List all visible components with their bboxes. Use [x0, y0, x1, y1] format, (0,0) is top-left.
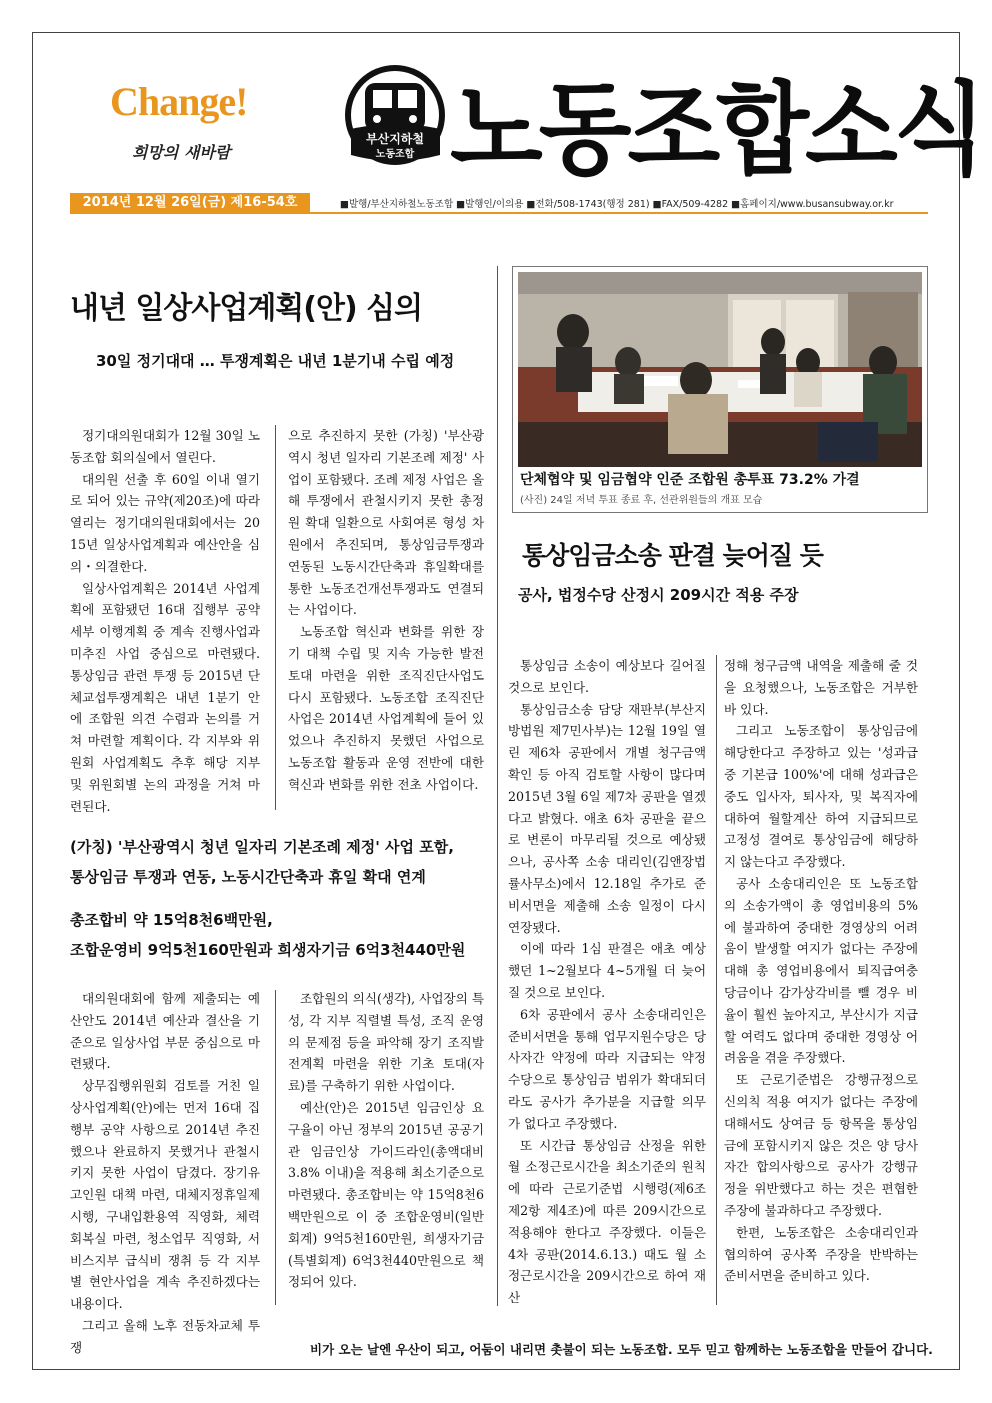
paragraph: 대의원 선출 후 60일 이내 열기로 되어 있는 규약(제20조)에 따라 열리는 정기대의원대회에서는 2015년 일상사업계획과 예산안을 심의・의결한다.: [70, 471, 260, 574]
logo-text-2: 노동조합: [375, 149, 415, 160]
article1-title: 내년 일상사업계획(안) 심의: [70, 291, 423, 326]
footer-slogan: 비가 오는 날엔 우산이 되고, 어둠이 내리면 촛불이 되는 노동조합. 모두 믿고 함께하는 노동조합을 만들어 갑니다.: [310, 1342, 933, 1357]
section-divider: [497, 266, 498, 1306]
subhead-a-line-2: 통상임금 투쟁과 연동, 노동시간단축과 휴일 확대 연계: [70, 868, 426, 886]
slogan-a: 희망의: [132, 143, 179, 162]
paragraph: 노동조합 혁신과 변화를 위한 장기 대책 수립 및 지속 가능한 발전 토대 마련을 위한 조직진단사업도 다시 포함됐다. 노동조합 조직진단사업은 2014년 사업계획에 들어 있었으나 추진하지 못했던 사업으로 노동조합 활동과 운영 전반에 대한 혁신과 변화를 위한 전초 사업이다.: [288, 624, 484, 792]
voting-count-photo: [518, 272, 922, 467]
paragraph: 공사 소송대리인은 또 노동조합의 소송가액이 총 영업비용의 5%에 불과하여 중대한 경영상의 어려움이 발생할 여지가 없다는 주장에 대해 총 영업비용에서 퇴직급여충당금이나 감가상각비를 뺄 경우 비율이 훨씬 높아지고, 부산시가 지급할 여력도 없다며 중대한 경영상 어려움을 겪을 주장했다.: [724, 875, 918, 1066]
paragraph: 으로 추진하지 못한 (가칭) '부산광역시 청년 일자리 기본조례 제정' 사업이 포함됐다. 조례 제정 사업은 올해 투쟁에서 관철시키지 못한 총정원 확대 일환으로 사회여론 형성 차원에서 추진되며, 통상임금투쟁과 연동된 노동시간단축과 휴일확대를 통한 노동조건개선투쟁과도 연결되는 사업이다.: [288, 428, 484, 618]
paragraph: 조합원의 의식(생각), 사업장의 특성, 각 지부 직렬별 특성, 조직 운영의 문제점 등을 파악해 장기 조직발전계획 마련을 위한 기초 토대(자료)를 구축하기 위한 사업이다.: [288, 991, 484, 1094]
article2-title: 통상임금소송 판결 늦어질 듯: [522, 541, 823, 570]
column-divider: [275, 990, 276, 1305]
paragraph: 6차 공판에서 공사 소송대리인은 준비서면을 통해 업무지원수당은 당사자간 약정에 따라 지급되는 약정수당으로 통상임금 범위가 확대되더라도 공사가 추가분을 지급할 의무가 없다고 주장했다.: [508, 1006, 706, 1131]
article2-column-2: [724, 655, 918, 1287]
article2-subtitle: 공사, 법정수당 산정시 209시간 적용 주장: [518, 586, 799, 604]
column-divider: [275, 425, 276, 810]
column-divider: [716, 655, 717, 1305]
paragraph: 상무집행위원회 검토를 거친 일상사업계획(안)에는 먼저 16대 집행부 공약 사항으로 2014년 추진했으나 완료하지 못했거나 관철시키지 못한 사업이 담겼다. 장기유고인원 대책 마련, 대체지정휴일제 시행, 구내입환용역 직영화, 체력회복실 마련, 청소업무 직영화, 서비스지부 급식비 쟁취 등 각 지부별 현안사업을 계속 추진하겠다는 내용이다.: [70, 1078, 260, 1312]
article1-subtitle: 30일 정기대대 … 투쟁계획은 내년 1분기내 수립 예정: [96, 352, 455, 370]
issue-date-badge: 2014년 12월 26일(금) 제16-54호: [70, 193, 310, 213]
paragraph: 대의원대회에 함께 제출되는 예산안도 2014년 예산과 결산을 기준으로 일상사업 부문 중심으로 마련됐다.: [70, 991, 260, 1072]
article1-column-4: [288, 988, 484, 1293]
paragraph: 통상임금 소송이 예상보다 길어질 것으로 보인다.: [508, 658, 706, 695]
paragraph: 일상사업계획은 2014년 사업계획에 포함됐던 16대 집행부 공약 세부 이행계획 중 계속 진행사업과 미추진 사업 중심으로 마련됐다. 통상임금 관련 투쟁 등 2015년 단체교섭투쟁계획은 내년 1분기 안에 조합원 의견 수렴과 논의를 거쳐 마련할 계획이다. 각 지부와 위원회 사업계획도 추후 해당 지부 및 위원회별 논의 과정을 거쳐 마련된다.: [70, 580, 260, 814]
slogan: [132, 140, 230, 163]
paragraph: 정기대의원대회가 12월 30일 노동조합 회의실에서 열린다.: [70, 428, 260, 465]
change-logo-text: Change!: [110, 79, 248, 124]
subhead-b-line-2: 조합운영비 9억5천160만원과 희생자기금 6억3천440만원: [70, 941, 466, 959]
slogan-b: 새바람: [183, 143, 231, 162]
photo-note: (사진) 24일 저녁 투표 종료 후, 선관위원들의 개표 모습: [520, 495, 763, 506]
photo-caption: 단체협약 및 임금협약 인준 조합원 총투표 73.2% 가결: [520, 472, 860, 488]
paragraph: 또 시간급 통상임금 산정을 위한 월 소정근로시간을 최소기준의 원칙에 따라 근로기준법 시행령(제6조 제2항 제4조)에 따른 209시간으로 적용해야 한다고 주장했다. 이들은 4차 공판(2014.6.13.) 때도 월 소정근로시간을 209시간으로 하여 재산: [508, 1137, 706, 1306]
article2-column-1: [508, 655, 706, 1309]
paragraph: 그리고 노동조합이 통상임금에 해당한다고 주장하고 있는 '성과급 중 기본급 100%'에 대해 성과급은 중도 입사자, 퇴사자, 및 복직자에 대하여 월할계산 하여 지급되므로 고정성 결여로 통상임금에 해당하지 않는다고 주장했다.: [724, 723, 918, 870]
paragraph: 그리고 올해 노후 전동차교체 투쟁: [70, 1317, 260, 1355]
paragraph: 이에 따라 1심 판결은 애초 예상했던 1~2월보다 4~5개월 더 늦어질 것으로 보인다.: [508, 941, 706, 1000]
logo-text-1: 부산지하철: [366, 132, 424, 146]
paragraph: 한편, 노동조합은 소송대리인과 협의하여 공사쪽 주장을 반박하는 준비서면을 준비하고 있다.: [724, 1224, 918, 1284]
subhead-a-line-1: (가칭) '부산광역시 청년 일자리 기본조례 제정' 사업 포함,: [70, 838, 454, 856]
union-logo-icon: [343, 63, 448, 168]
paragraph: 정해 청구금액 내역을 제출해 줄 것을 요청했으나, 노동조합은 거부한 바 있다.: [724, 658, 918, 717]
article1-column-3: [70, 988, 260, 1359]
article1-column-1: [70, 425, 260, 817]
paragraph: 통상임금소송 담당 재판부(부산지방법원 제7민사부)는 12월 19일 열린 제6차 공판에서 개별 청구금액 확인 등 아직 검토할 사항이 많다며 2015년 3월 6일 제7차 공판을 열겠다고 밝혔다. 애초 6차 공판을 끝으로 변론이 마무리될 것으로 예상됐으나, 공사쪽 소송 대리인(김앤장법률사무소)에서 12.18일 추가로 준비서면을 제출해 소송 일정이 다시 연장됐다.: [508, 701, 706, 935]
header-divider: [70, 212, 928, 214]
paragraph: 또 근로기준법은 강행규정으로 신의칙 적용 여지가 없다는 주장에 대해서도 상여금 등 항목을 통상임금에 포함시키지 않은 것은 양 당사자간 합의사항으로 공사가 강행규정을 위반했다고 하는 것은 편협한 주장에 불과하다고 주장했다.: [724, 1072, 918, 1218]
paragraph: 예산(안)은 2015년 임금인상 요구율이 아닌 정부의 2015년 공공기관 임금인상 가이드라인(총액대비 3.8% 이내)을 적용해 최소기준으로 마련됐다. 총조합비는 약 15억8천6백만원으로 이 중 조합운영비(일반회계) 9억5천160만원, 희생자기금(특별회계) 6억3천440만원으로 책정되어 있다.: [288, 1099, 484, 1290]
article1-column-2: [288, 425, 484, 796]
article1-subhead-b: [70, 905, 465, 965]
article1-subhead-a: [70, 832, 454, 892]
publisher-info: ■발행/부산지하철노동조합 ■발행인/이의용 ■전화/508-1743(행정 281) ■FAX/509-4282 ■홈페이지/www.busansubway.or.kr: [340, 199, 894, 210]
subhead-b-line-1: 총조합비 약 15억8천6백만원,: [70, 911, 273, 929]
masthead-title: 노동조합소식: [450, 71, 983, 189]
